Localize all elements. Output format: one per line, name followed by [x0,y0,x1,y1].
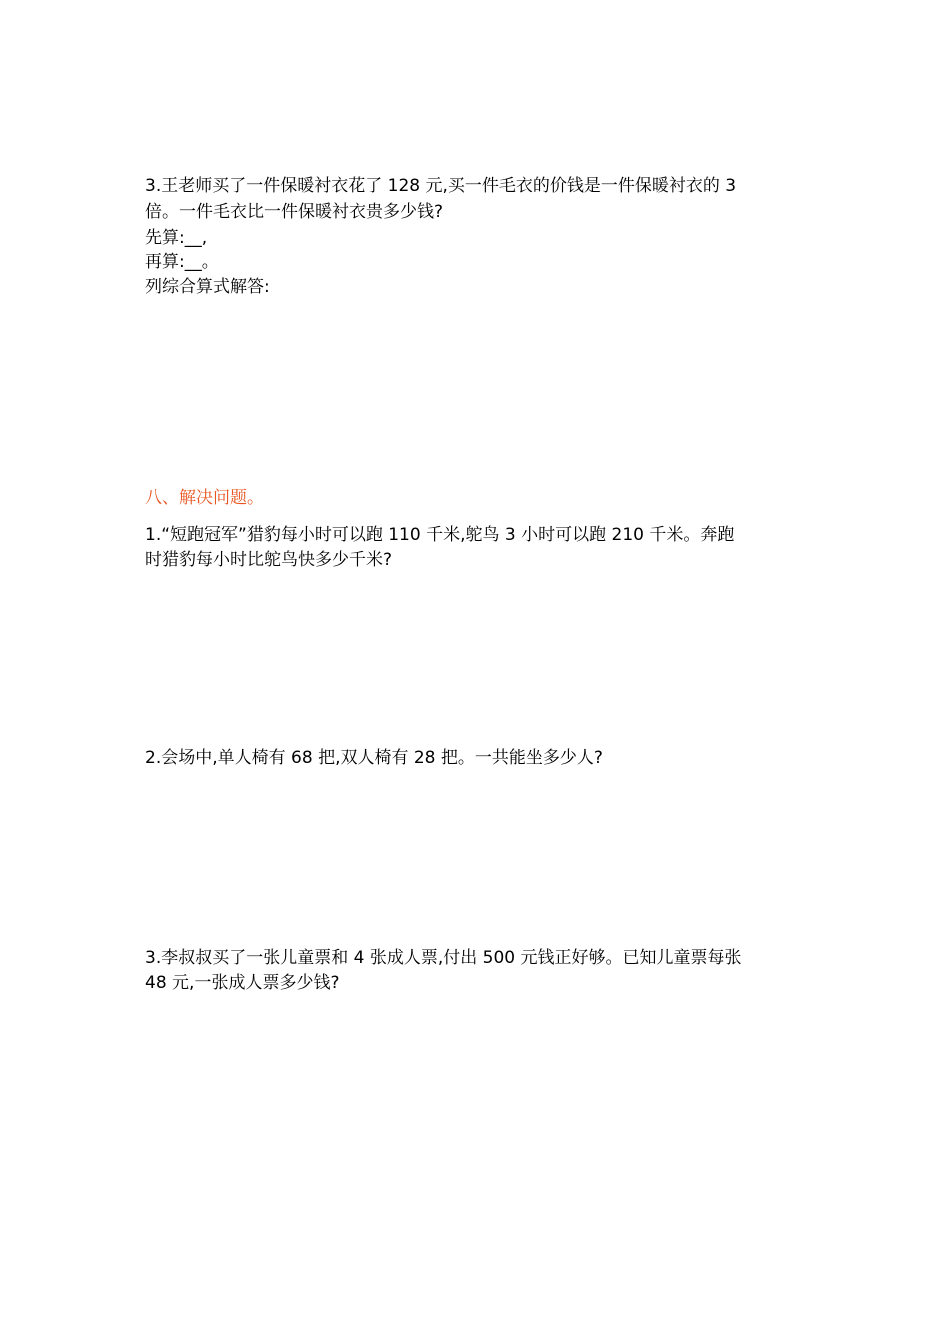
problem-3-step-then: 再算:__。 [145,252,219,272]
question-1-line-2: 时猎豹每小时比鸵鸟快多少千米? [145,550,393,570]
section-8-heading: 八、解决问题。 [145,488,264,508]
problem-3-step-combined: 列综合算式解答: [145,277,270,297]
question-2-line-1: 2.会场中,单人椅有 68 把,双人椅有 28 把。一共能坐多少人? [145,748,603,768]
question-3-line-1: 3.李叔叔买了一张儿童票和 4 张成人票,付出 500 元钱正好够。已知儿童票每张 [145,948,742,968]
problem-3-step-first: 先算:__, [145,228,208,248]
question-1-line-1: 1.“短跑冠军”猎豹每小时可以跑 110 千米,鸵鸟 3 小时可以跑 210 千米。奔跑 [145,525,735,545]
problem-3-text-line-1: 3.王老师买了一件保暖衬衣花了 128 元,买一件毛衣的价钱是一件保暖衬衣的 3 [145,176,737,196]
question-3-line-2: 48 元,一张成人票多少钱? [145,973,340,993]
problem-3-text-line-2: 倍。一件毛衣比一件保暖衬衣贵多少钱? [145,202,444,222]
